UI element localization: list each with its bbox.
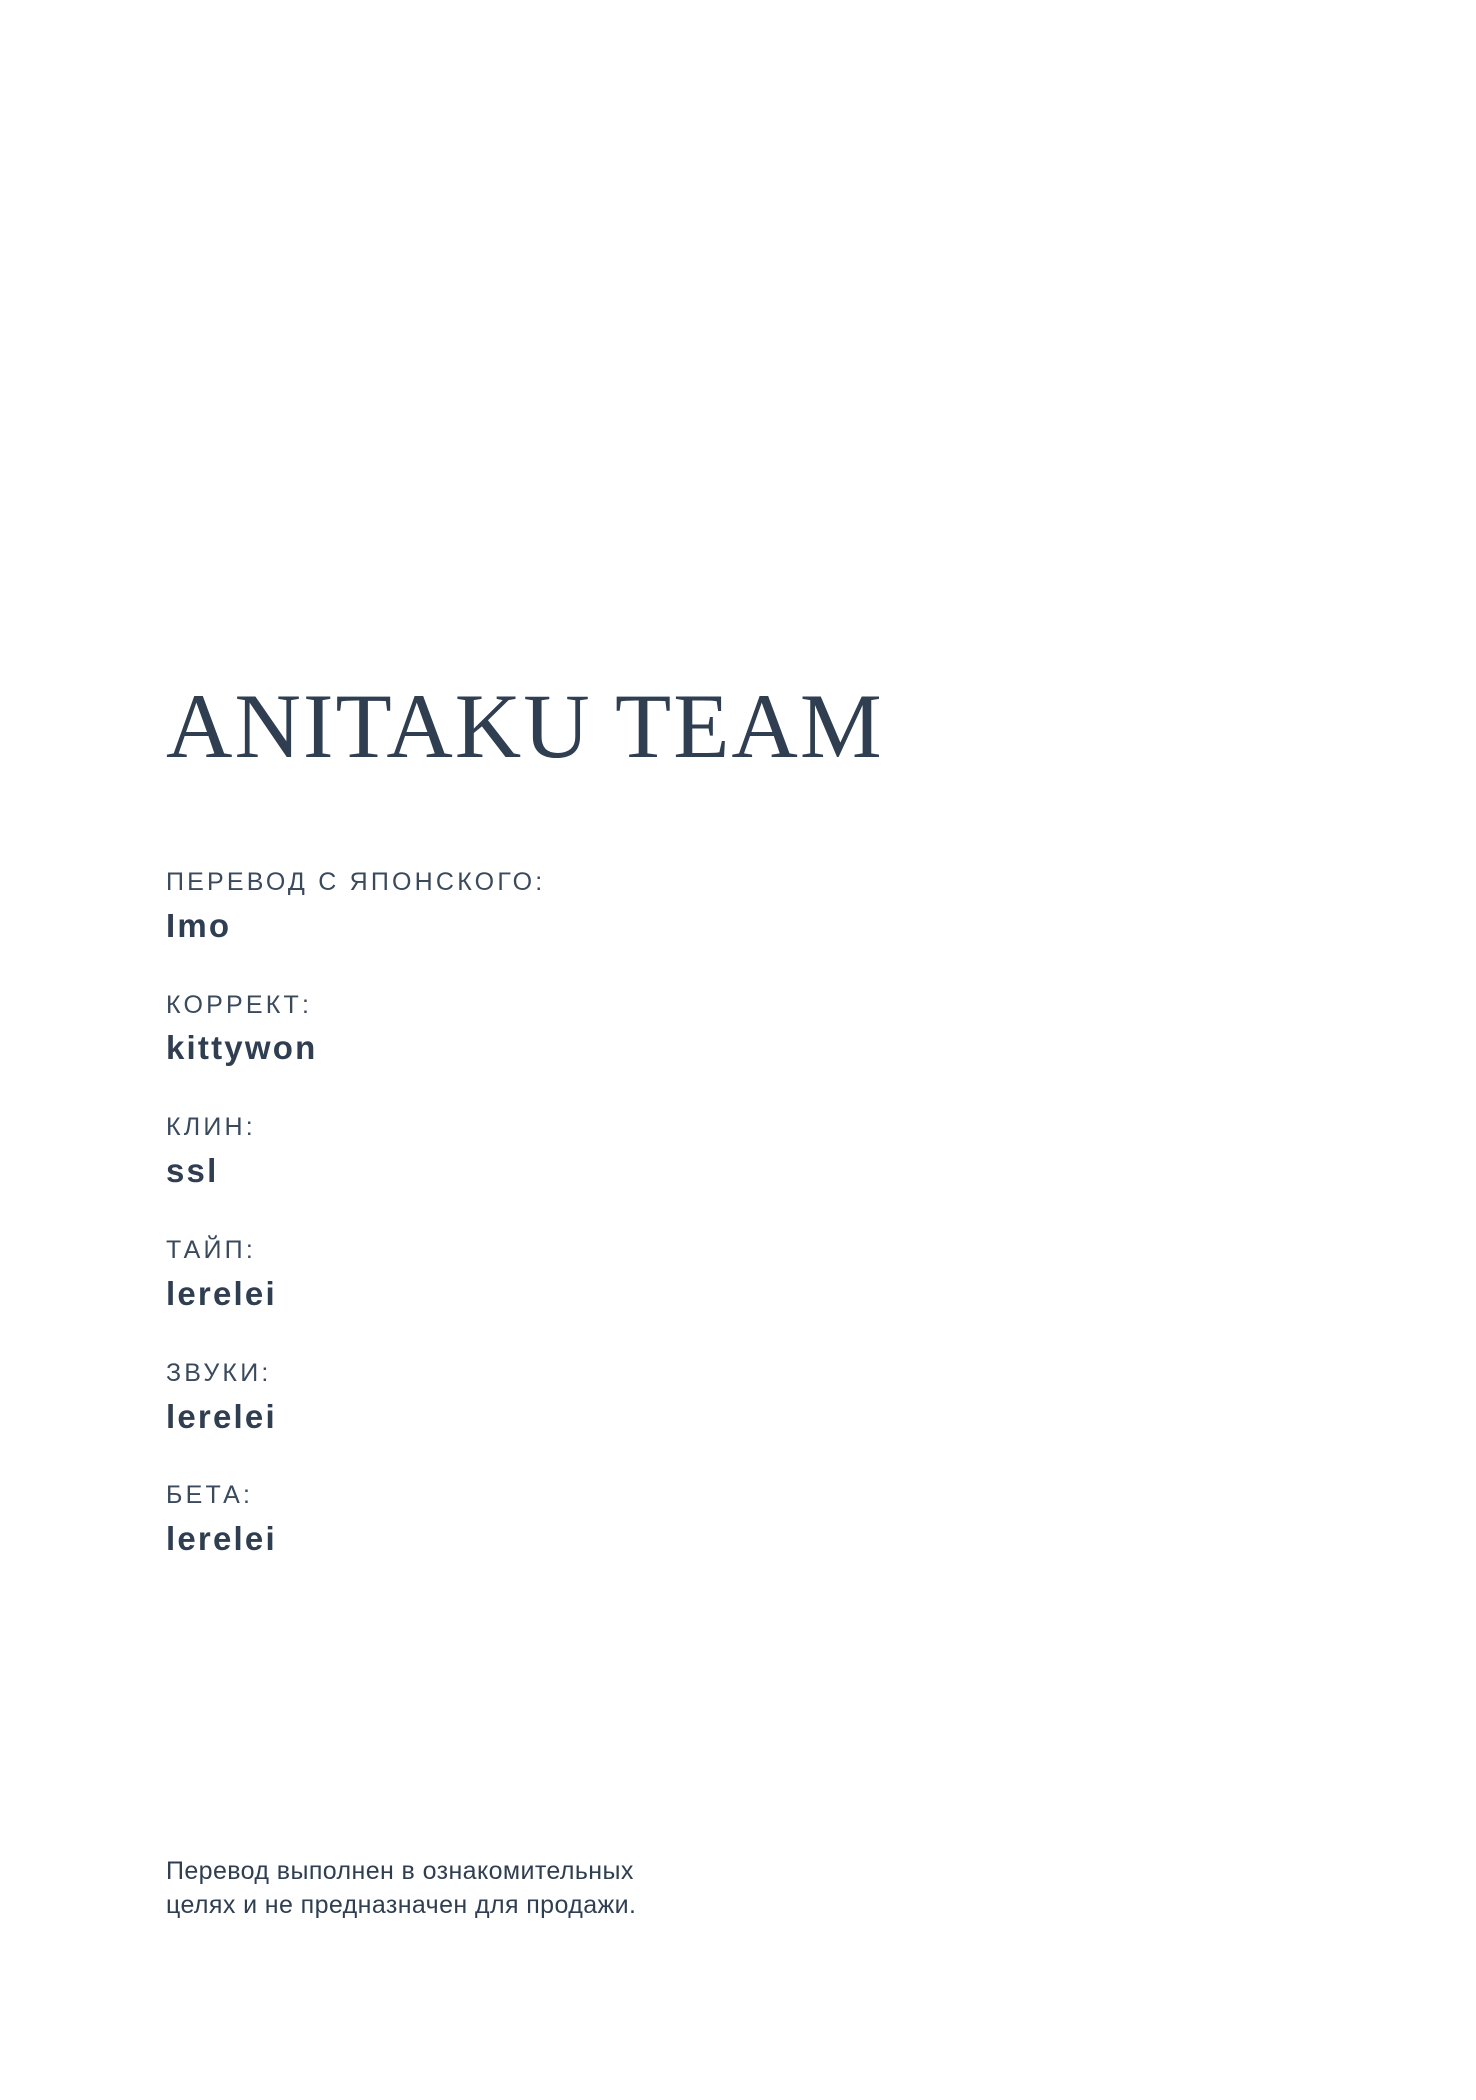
credit-entry-proofread <box>166 991 966 1068</box>
credit-entry-beta <box>166 1481 966 1558</box>
credit-name-value: Imo <box>166 906 232 944</box>
credit-name-value: lerelei <box>166 1274 277 1312</box>
credit-role-label: ЗВУКИ: <box>166 1358 272 1387</box>
credit-entry-clean <box>166 1113 966 1190</box>
credit-name-value: kittywon <box>166 1029 318 1067</box>
credit-name-value: lerelei <box>166 1397 277 1435</box>
credit-role-label: КОРРЕКТ: <box>166 990 313 1019</box>
credit-role-label: БЕТА: <box>166 1481 254 1510</box>
disclaimer-line-1: Перевод выполнен в ознакомительных <box>166 1857 634 1885</box>
disclaimer-text <box>166 1855 926 1923</box>
credit-entry-translation <box>166 868 966 945</box>
credit-entry-typeset <box>166 1236 966 1313</box>
credit-role-label: КЛИН: <box>166 1113 256 1142</box>
credit-entry-sfx <box>166 1359 966 1436</box>
credits-block <box>166 675 966 1604</box>
credit-name-value: lerelei <box>166 1520 277 1558</box>
credit-role-label: ПЕРЕВОД С ЯПОНСКОГО: <box>166 868 546 896</box>
credit-role-label: ТАЙП: <box>166 1236 256 1265</box>
page-title: ANITAKU TEAM <box>166 675 884 777</box>
disclaimer-line-2: целях и не предназначен для продажи. <box>166 1890 637 1919</box>
credit-name-value: ssl <box>166 1152 219 1190</box>
